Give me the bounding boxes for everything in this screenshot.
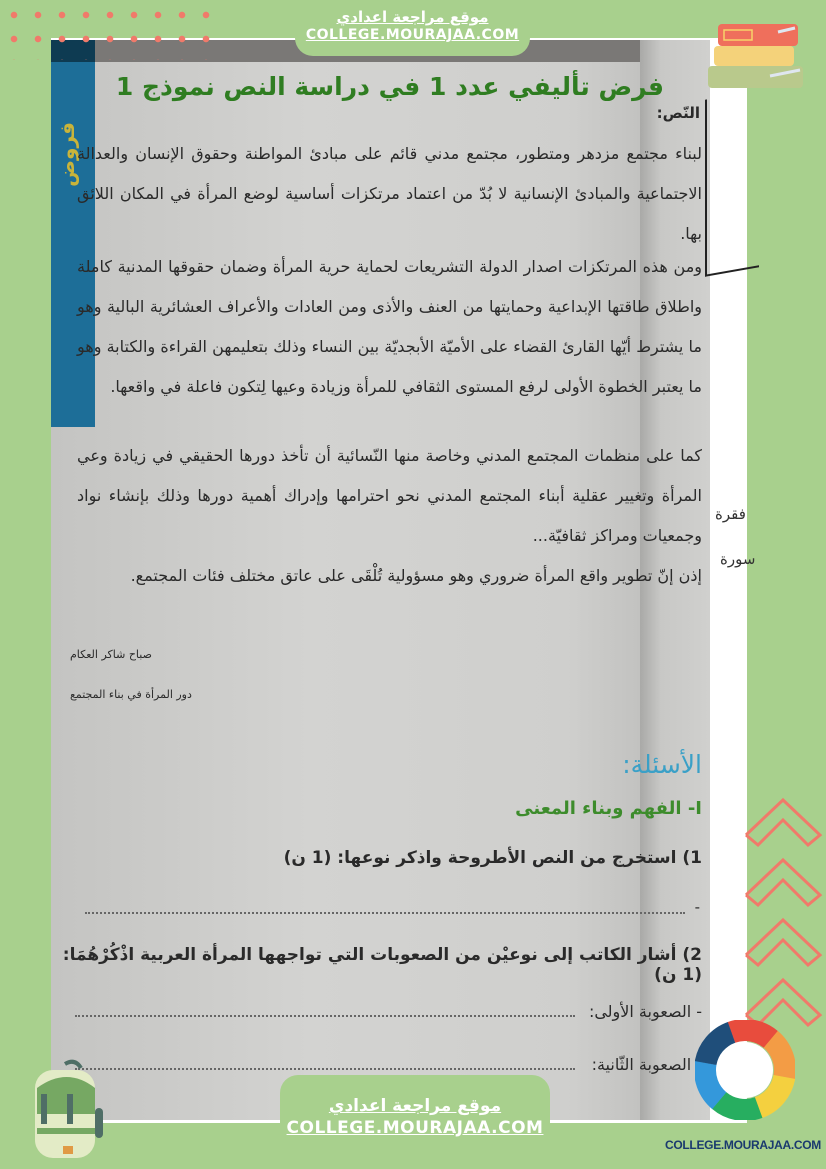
source: دور المرأة في بناء المجتمع <box>70 688 192 701</box>
answer-dash: - <box>694 898 700 916</box>
right-page-box <box>705 90 759 277</box>
banner-arabic[interactable]: موقع مراجعة اعدادي <box>328 1096 502 1116</box>
exam-document <box>60 60 710 1080</box>
site-logo-icon[interactable] <box>695 1020 795 1120</box>
paragraph: إذن إنّ تطوير واقع المرأة ضروري وهو مسؤولية تُلْقَى على عاتق مختلف فئات المجتمع. <box>130 566 702 585</box>
page-title: فرض تأليفي عدد 1 في دراسة النص نموذج 1 <box>115 72 665 101</box>
books-icon <box>700 12 810 92</box>
difficulty-1-label: - الصعوبة الأولى: <box>588 1002 702 1021</box>
paragraph: كما على منظمات المجتمع المدني وخاصة منها النّسائية أن تأخذ دورها الحقيقي في زيادة وعي المرأة وتغيير عقلية أبناء المجتمع المدني نحو احترامها وإدراك أهمية دورها وذلك بإنشاء نواد وجمعيات ومراكز ثقافيّة... <box>77 446 702 545</box>
banner-domain[interactable]: COLLEGE.MOURAJAA.COM <box>305 27 520 43</box>
question-2: 2) أشار الكاتب إلى نوعيْن من الصعوبات التي تواجهها المرأة العربية اذْكُرْهُمَا: (1 ن) <box>62 945 702 985</box>
paragraph: ومن هذه المرتكزات اصدار الدولة التشريعات لحماية حرية المرأة وضمان حقوقها المدنية كاملة واطلاق طاقتها الإبداعية وحمايتها من العنف والأذى ومن العادات والأعراف العشائرية البالية وهو ما يشترط أيّها القارئ القضاء على الأميّة الأبجديّة بين النساء وذلك بتعليمهن القراءة والكتابة وهو ما يعتبر الخطوة الأولى لرفع المستوى الثقافي للمرأة وزيادة وعيها لِتكون فاعلة في واقعها. <box>77 257 702 396</box>
banner-arabic[interactable]: موقع مراجعة اعدادي <box>336 8 489 26</box>
answer-line[interactable] <box>85 912 685 914</box>
text-label: النّص: <box>656 104 700 122</box>
site-banner-top[interactable] <box>295 0 530 56</box>
banner-domain[interactable]: COLLEGE.MOURAJAA.COM <box>286 1118 544 1138</box>
right-page-fragment: فقرة <box>715 505 746 523</box>
questions-heading: الأسئلة: <box>622 750 702 779</box>
answer-line[interactable] <box>75 1068 575 1070</box>
answer-line[interactable] <box>75 1015 575 1017</box>
section-title: I- الفهم وبناء المعنى <box>515 798 702 819</box>
chevron-decoration-icon <box>738 795 826 1035</box>
author: صباح شاكر العكام <box>70 648 152 661</box>
question-1: 1) استخرج من النص الأطروحة واذكر نوعها: (1 ن) <box>283 848 702 868</box>
side-tab-label: فروض <box>55 122 79 187</box>
right-page-fragment: سورة <box>720 550 756 568</box>
left-margin <box>2 38 51 1123</box>
paragraph: لبناء مجتمع مزدهر ومتطور، مجتمع مدني قائم على مبادئ المواطنة وحقوق الإنسان والعدالة الاجتماعية والمبادئ الإنسانية لا بُدّ من اعتماد مرتكزات أساسية لوضع المرأة في المكان اللائق بها. <box>77 144 702 243</box>
difficulty-2-label: - الصعوبة الثّانية: <box>591 1055 702 1074</box>
backpack-icon <box>15 1058 110 1166</box>
decorative-dots <box>0 0 220 60</box>
site-banner-bottom[interactable] <box>280 1075 550 1169</box>
logo-text[interactable]: COLLEGE.MOURAJAA.COM <box>665 1138 822 1152</box>
